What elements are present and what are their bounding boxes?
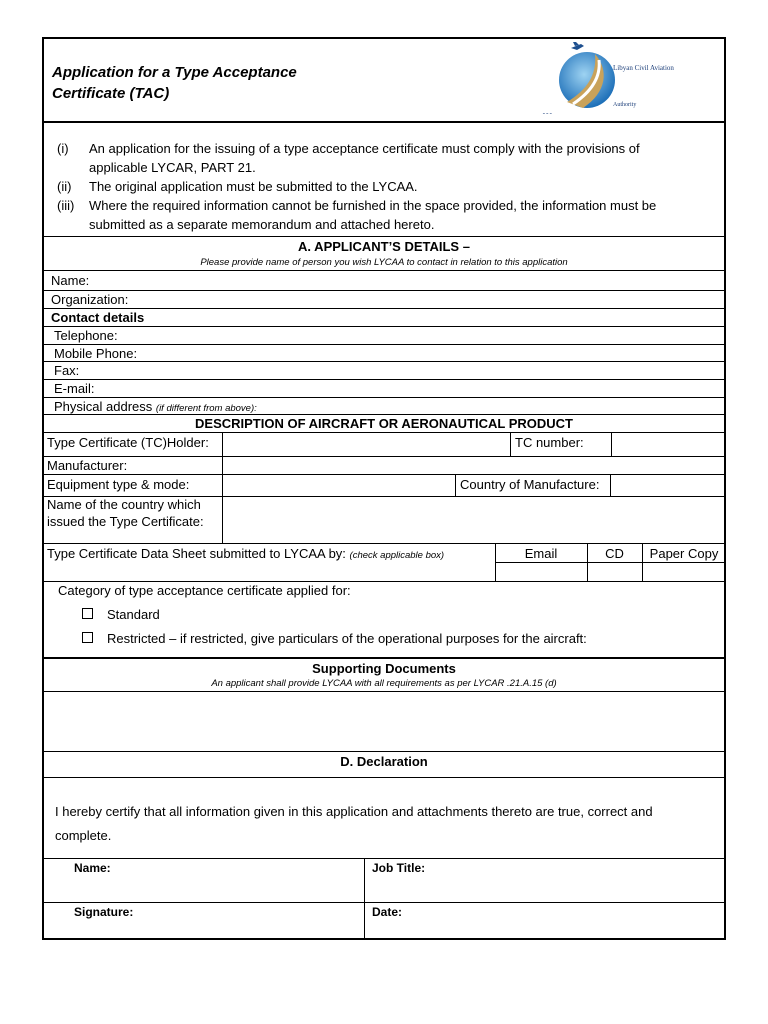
issuing-country-label-line1: Name of the country which [47,497,201,512]
date-label: Date: [372,905,403,919]
category-label: Category of type acceptance certificate applied for: [58,583,351,598]
mobile-phone-label: Mobile Phone: [54,346,138,361]
checkbox-icon [82,632,93,643]
tcds-label [47,546,444,563]
divider [42,361,726,362]
divider [42,270,726,271]
divider [42,326,726,327]
header-divider [42,121,726,123]
physical-address-note: (if different from above): [155,403,257,414]
declaration-heading: D. Declaration [340,754,428,769]
manufacturer-label: Manufacturer: [47,458,128,473]
logo-text-top: Libyan Civil Aviation [613,64,674,72]
job-title-label: Job Title: [372,861,426,875]
tcds-note: (check applicable box) [349,550,445,561]
description-heading: DESCRIPTION OF AIRCRAFT OR AERONAUTICAL PRODUCT [195,416,573,431]
equipment-type-label: Equipment type & mode: [47,477,190,492]
tcds-option-cd: CD [605,546,624,561]
divider [611,432,612,456]
divider [42,543,726,544]
supporting-documents-field[interactable] [43,692,725,751]
tcds-label-text: Type Certificate Data Sheet submitted to LYCAA by: [47,546,346,561]
restricted-option-label: Restricted – if restricted, give particulars of the operational purposes for the aircraft: [107,631,587,646]
equipment-type-field[interactable] [223,475,455,496]
declaration-text-line2: complete. [55,828,112,843]
tc-holder-label: Type Certificate (TC)Holder: [47,435,209,450]
form-title-line1: Application for a Type Acceptance [52,64,297,81]
logo-text-bottom: Authority [613,102,637,108]
tc-holder-field[interactable] [223,433,510,456]
divider [42,290,726,291]
email-label: E-mail: [54,381,95,396]
declaration-name-field[interactable] [120,859,362,901]
divider [610,474,611,496]
instruction-3-line2: submitted as a separate memorandum and attached hereto. [89,217,435,232]
form-title [52,62,297,104]
job-title-field[interactable] [430,859,725,901]
signature-label: Signature: [74,905,134,919]
svg-text:ـ ـ ـ: ـ ـ ـ [543,110,552,116]
fax-label: Fax: [54,363,80,378]
divider [222,432,223,543]
standard-option-label: Standard [107,607,160,622]
declaration-name-label: Name: [74,861,111,875]
telephone-label: Telephone: [54,328,118,343]
divider [364,858,365,940]
tcds-option-paper-copy: Paper Copy [649,546,719,561]
instruction-1-line2: applicable LYCAR, PART 21. [89,160,256,175]
divider [510,432,511,456]
issuing-country-field[interactable] [223,497,725,543]
instruction-1-num: (i) [57,141,69,156]
manufacturer-field[interactable] [223,457,725,474]
checkbox-icon [82,608,93,619]
instruction-2-num: (ii) [57,179,72,194]
divider [42,581,726,582]
divider [42,777,726,778]
instruction-3-line1: Where the required information cannot be furnished in the space provided, the information must be [89,198,657,213]
tcds-option-email: Email [524,546,558,561]
instruction-2-line1: The original application must be submitted to the LYCAA. [89,179,418,194]
standard-checkbox[interactable] [82,606,93,624]
physical-address-text: Physical address [54,399,153,414]
divider [42,344,726,345]
divider [42,308,726,309]
tc-number-field[interactable] [612,433,725,456]
applicant-heading: A. APPLICANT’S DETAILS – [298,239,470,254]
country-of-manufacture-field[interactable] [611,475,725,496]
restricted-checkbox[interactable] [82,630,93,648]
tcds-email-checkbox[interactable] [496,563,586,580]
signature-field[interactable] [140,903,362,938]
organization-label: Organization: [51,292,129,307]
tc-number-label: TC number: [515,435,584,450]
issuing-country-label-line2: issued the Type Certificate: [47,514,204,529]
instruction-1-line1: An application for the issuing of a type acceptance certificate must comply with the provisions of [89,141,640,156]
divider [42,397,726,398]
divider [42,236,726,237]
divider [42,379,726,380]
divider [42,751,726,752]
supporting-documents-heading: Supporting Documents [312,661,456,676]
supporting-documents-note: An applicant shall provide LYCAA with all requirements as per LYCAR .21.A.15 (d) [211,678,557,689]
contact-details-heading: Contact details [51,310,145,325]
divider [42,657,726,659]
tcds-cd-checkbox[interactable] [588,563,641,580]
divider [42,414,726,415]
divider [455,474,456,496]
instruction-3-num: (iii) [57,198,75,213]
declaration-text-line1: I hereby certify that all information given in this application and attachments thereto are true, correct and [55,804,653,819]
form-title-line2: Certificate (TAC) [52,85,170,102]
lycaa-logo-icon [537,40,674,118]
date-field[interactable] [410,903,725,938]
applicant-note: Please provide name of person you wish LYCAA to contact in relation to this application [200,257,568,268]
tcds-paper-copy-checkbox[interactable] [643,563,725,580]
applicant-name-label: Name: [51,273,90,288]
country-of-manufacture-label: Country of Manufacture: [460,477,600,492]
